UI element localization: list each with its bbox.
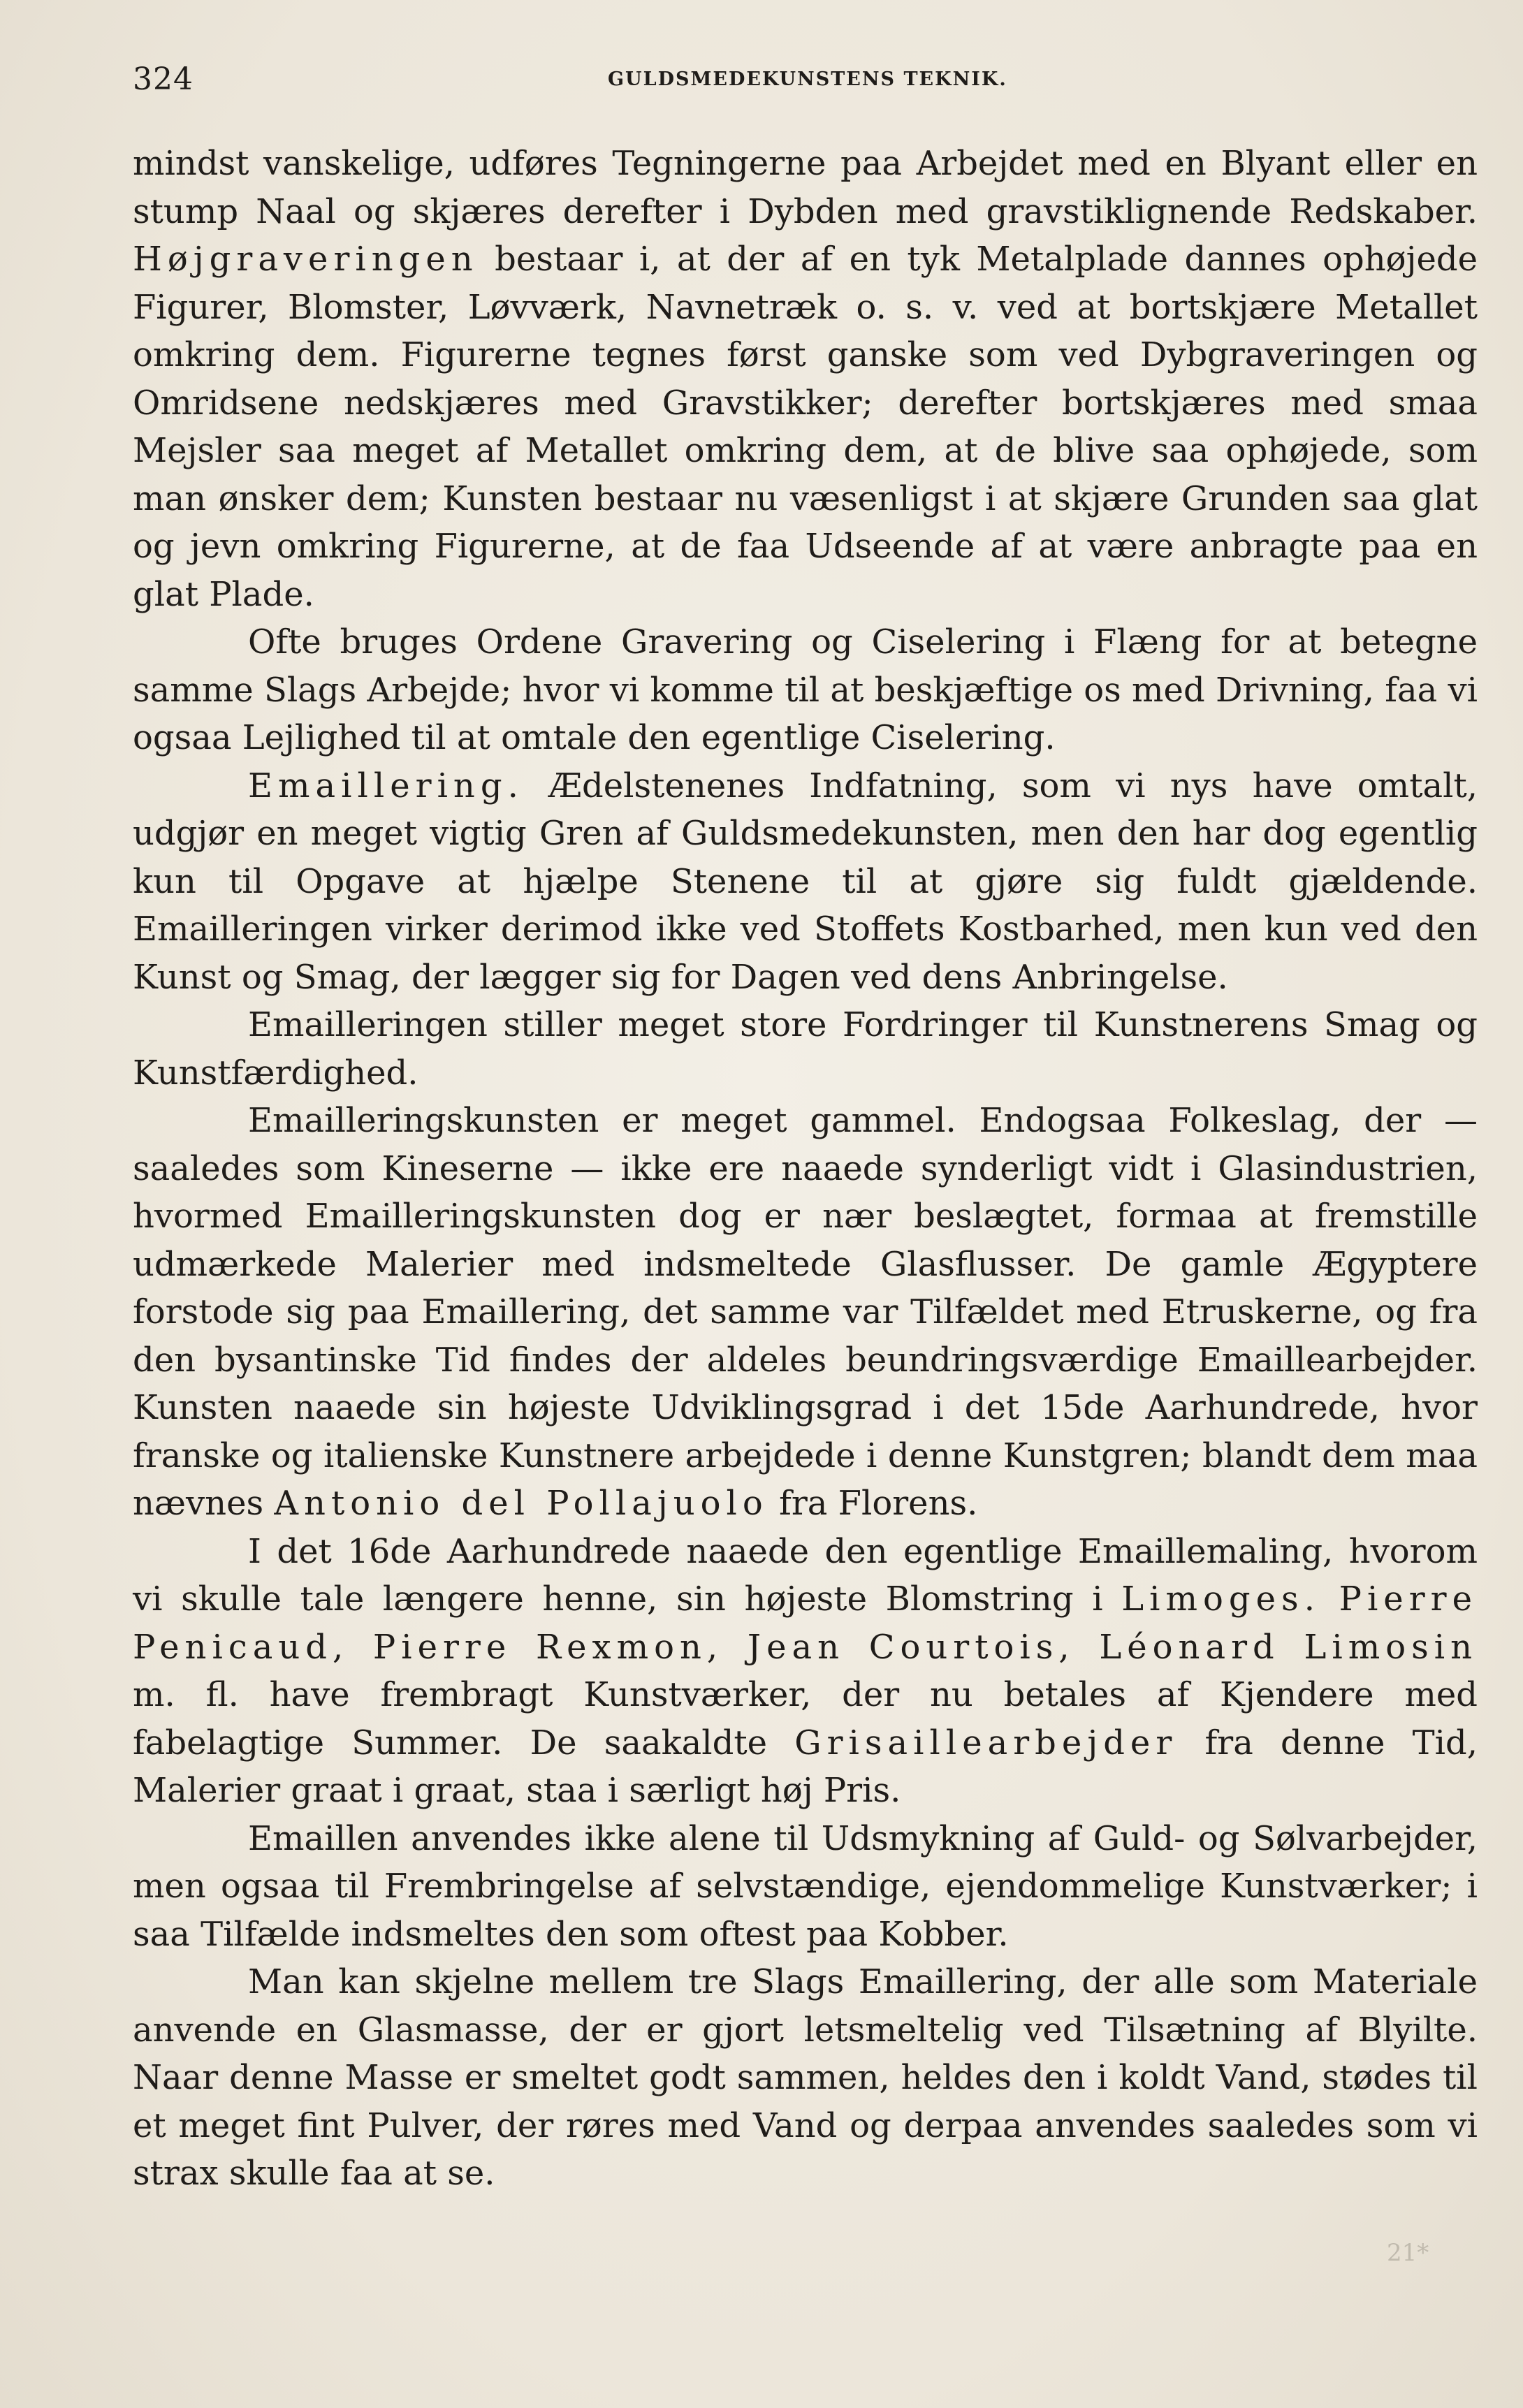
spaced-name: Antonio del Pollajuolo — [274, 1484, 768, 1523]
paragraph-2: Ofte bruges Ordene Gravering og Ciselering i Flæng for at betegne samme Slags Arbejde; hvor vi komme til at beskjæftige os med Drivning, faa vi ogsaa Lejlighed til at omtale den egentlige Ciselering. — [133, 622, 1478, 757]
signature-mark: 21* — [1387, 2239, 1429, 2267]
spaced-names: Pierre Penicaud, Pierre Rexmon, Jean Courtois, Léonard Limosin — [133, 1579, 1478, 1667]
paragraph-8: Man kan skjelne mellem tre Slags Emaillering, der alle som Materiale anvende en Glasmasse, der er gjort letsmeltelig ved Tilsætning af Blyilte. Naar denne Masse er smeltet godt sammen, heldes den i koldt Vand, stødes til et meget fint Pulver, der røres med Vand og derpaa anvendes saaledes som vi strax skulle faa at se. — [133, 1962, 1478, 2193]
running-head: GULDSMEDEKUNSTENS TEKNIK. — [608, 68, 1007, 90]
paragraph-1: mindst vanskelige, udføres Tegningerne paa Arbejdet med en Blyant eller en stump Naal og skjæres derefter i Dybden med gravstiklignende Redskaber. Højgraveringen bestaar i, at der af en tyk Metalplade dannes ophøjede Figurer, Blomster, Løvværk, Navnetræk o. s. v. ved at bortskjære Metallet omkring dem. Figurerne tegnes først ganske som ved Dybgraveringen og Omridsene nedskjæres med Gravstikker; derefter bortskjæres med smaa Mejsler saa meget af Metallet omkring dem, at de blive saa ophøjede, som man ønsker dem; Kunsten bestaar nu væsenligst i at skjære Grunden saa glat og jevn omkring Figurerne, at de faa Udseende af at være anbragte paa en glat Plade. — [133, 144, 1478, 614]
spaced-place: Limoges. — [1121, 1579, 1320, 1619]
page-header — [133, 61, 1474, 103]
paragraph-4: Emailleringen stiller meget store Fordringer til Kunstnerens Smag og Kunstfærdighed. — [133, 1005, 1478, 1093]
spaced-term: Grisaillearbejder — [794, 1723, 1178, 1763]
section-heading: Emaillering. — [248, 766, 524, 805]
paragraph-6: I det 16de Aarhundrede naaede den egentlige Emaillemaling, hvorom vi skulle tale længere henne, sin højeste Blomstring i Limoges. Pierre Penicaud, Pierre Rexmon, Jean Courtois, Léonard Limosin m. fl. have frembragt Kunstværker, der nu betales af Kjendere med fabelagtige Summer. De saakaldte Grisaillearbejder fra denne Tid, Malerier graat i graat, staa i særligt høj Pris. — [133, 1531, 1478, 1810]
page-number: 324 — [133, 61, 194, 97]
paragraph-7: Emaillen anvendes ikke alene til Udsmykning af Guld- og Sølvarbejder, men ogsaa til Frembringelse af selvstændige, ejendommelige Kunstværker; i saa Tilfælde indsmeltes den som oftest paa Kobber. — [133, 1818, 1478, 1954]
body-text — [133, 140, 1478, 2198]
paragraph-5: Emailleringskunsten er meget gammel. Endogsaa Folkeslag, der — saaledes som Kineserne — ikke ere naaede synderligt vidt i Glasindustrien, hvormed Emailleringskunsten dog er nær beslægtet, formaa at fremstille udmærkede Malerier med indsmeltede Glasflusser. De gamle Ægyptere forstode sig paa Emaillering, det samme var Tilfældet med Etruskerne, og fra den bysantinske Tid findes der aldeles beundringsværdige Emaillearbejder. Kunsten naaede sin højeste Udviklingsgrad i det 15de Aarhundrede, hvor franske og italienske Kunstnere arbejdede i denne Kunstgren; blandt dem maa nævnes Antonio del Pollajuolo fra Florens. — [133, 1101, 1478, 1523]
spaced-term: Højgraveringen — [133, 240, 479, 279]
paragraph-3: Emaillering. Ædelstenenes Indfatning, som vi nys have omtalt, udgjør en meget vigtig Gren af Guldsmedekunsten, men den har dog egentlig kun til Opgave at hjælpe Stenene til at gjøre sig fuldt gjældende. Emailleringen virker derimod ikke ved Stoffets Kostbarhed, men kun ved den Kunst og Smag, der lægger sig for Dagen ved dens Anbringelse. — [133, 766, 1478, 997]
